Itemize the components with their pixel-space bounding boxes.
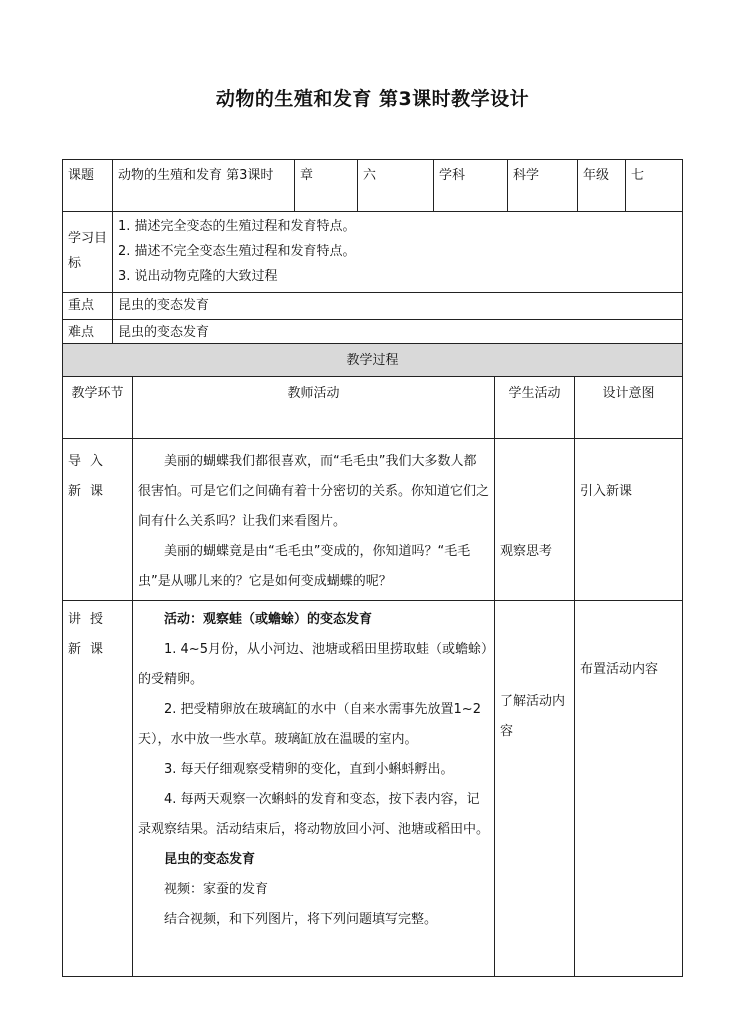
process-header: 教学过程	[63, 344, 683, 377]
col-teacher: 教师活动	[133, 377, 495, 439]
topic-label: 课题	[63, 160, 113, 212]
teacher-paragraph: 1. 4~5月份，从小河边、池塘或稻田里捞取蛙（或蟾蜍）的受精卵。	[138, 642, 488, 687]
goal-item: 3. 说出动物克隆的大致过程	[118, 269, 278, 284]
col-stage	[63, 377, 133, 439]
intent-intro-text: 引入新课	[580, 484, 633, 499]
teacher-paragraph: 美丽的蝴蝶竟是由“毛毛虫”变成的，你知道吗？“毛毛虫”是从哪儿来的？它是如何变成蝴蝶的呢？	[138, 544, 471, 589]
teacher-paragraph: 4. 每两天观察一次蝌蚪的发育和变态，按下表内容，记录观察结果。活动结束后，将动物放回小河、池塘或稻田中。	[138, 792, 490, 837]
intent-lecture	[575, 601, 683, 977]
stage-lecture-text: 讲授新课	[68, 612, 113, 657]
subject-label: 学科	[434, 160, 508, 212]
student-intro-text: 观察思考	[500, 544, 553, 559]
goals-label-text: 学习目标	[68, 231, 108, 271]
grade-label: 年级	[578, 160, 626, 212]
teacher-paragraph: 结合视频，和下列图片，将下列问题填写完整。	[164, 912, 438, 927]
topic-value: 动物的生殖和发育 第3课时	[113, 160, 295, 212]
intent-lecture-text: 布置活动内容	[580, 662, 659, 677]
key-value: 昆虫的变态发育	[113, 293, 683, 320]
key-label: 重点	[63, 293, 113, 320]
student-lecture-text: 了解活动内容	[500, 694, 566, 739]
teacher-intro	[133, 439, 495, 601]
col-intent: 设计意图	[575, 377, 683, 439]
goal-item: 2. 描述不完全变态生殖过程和发育特点。	[118, 244, 356, 259]
teacher-paragraph: 视频：家蚕的发育	[164, 882, 269, 897]
difficulty-label: 难点	[63, 320, 113, 347]
goals-list	[113, 212, 683, 293]
col-student: 学生活动	[495, 377, 575, 439]
student-intro	[495, 439, 575, 601]
stage-intro	[63, 439, 133, 601]
stage-lecture	[63, 601, 133, 977]
intent-intro	[575, 439, 683, 601]
teacher-lecture	[133, 601, 495, 977]
difficulty-value: 昆虫的变态发育	[113, 320, 683, 347]
chapter-value: 六	[358, 160, 434, 212]
info-table	[62, 159, 683, 347]
stage-intro-text: 导入新课	[68, 454, 113, 499]
subject-value: 科学	[508, 160, 578, 212]
teacher-paragraph: 2. 把受精卵放在玻璃缸的水中（自来水需事先放置1~2天），水中放一些水草。玻璃缸放在温暖的室内。	[138, 702, 481, 747]
activity-heading: 活动：观察蛙（或蟾蜍）的变态发育	[164, 612, 373, 627]
process-table	[62, 343, 683, 977]
chapter-label: 章	[295, 160, 358, 212]
col-stage-text: 教学环节	[71, 386, 124, 401]
section-heading: 昆虫的变态发育	[164, 852, 256, 867]
teacher-paragraph: 美丽的蝴蝶我们都很喜欢，而“毛毛虫”我们大多数人都很害怕。可是它们之间确有着十分密切的关系。你知道它们之间有什么关系吗？让我们来看图片。	[138, 454, 490, 529]
student-lecture	[495, 601, 575, 977]
goal-item: 1. 描述完全变态的生殖过程和发育特点。	[118, 219, 356, 234]
grade-value: 七	[626, 160, 683, 212]
page-title: 动物的生殖和发育 第3课时教学设计	[215, 88, 530, 110]
goals-label	[63, 212, 113, 293]
teacher-paragraph: 3. 每天仔细观察受精卵的变化，直到小蝌蚪孵出。	[164, 762, 454, 777]
